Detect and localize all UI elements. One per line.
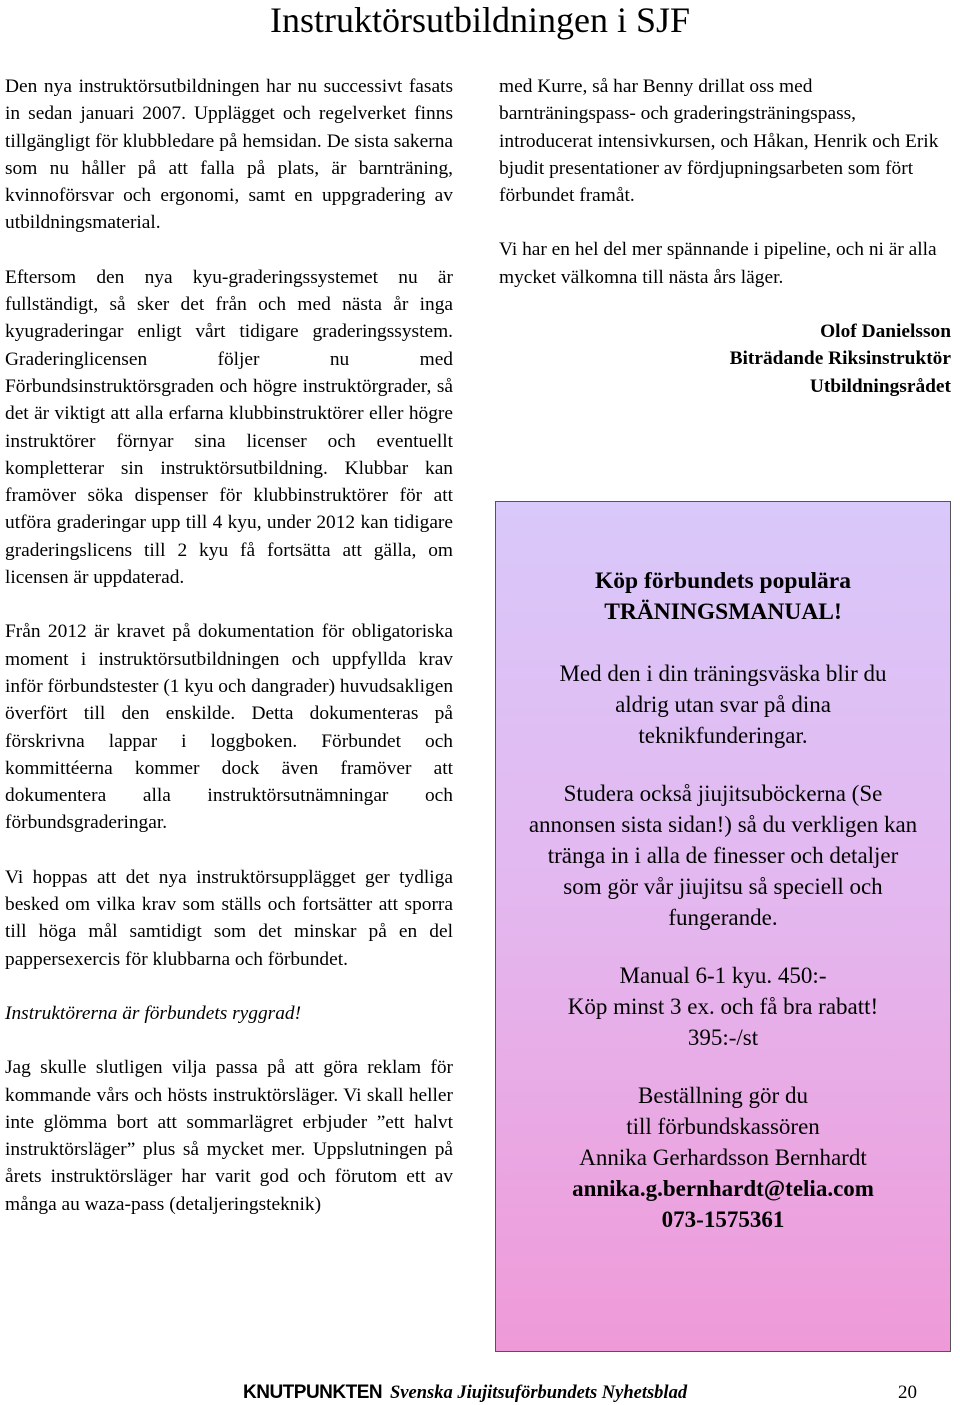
signature-name: Olof Danielsson: [820, 321, 951, 343]
footer-brand: KNUTPUNKTEN: [243, 1382, 383, 1403]
footer-subtitle: Svenska Jiujitsuförbundets Nyhetsblad: [390, 1383, 688, 1403]
signature-org: Utbildningsrådet: [809, 375, 951, 397]
footer: [0, 1381, 960, 1405]
left-column: [5, 73, 453, 1245]
paragraph-camps: Jag skulle slutligen vilja passa på att göra reklam för kommande vårs och hösts instruktörsläger. Vi skall heller inte glömma bort att sommarlägret erbjuder ”ett halvt instruktörsläger” plus så mycket mer. Uppslutningen på årets instruktörsläger har varit god och förutom ett av många au waza-pass (detaljeringsteknik): [5, 1057, 453, 1215]
ad-order-line-2: till förbundskassören: [626, 1114, 820, 1139]
ad-price-line-2: Köp minst 3 ex. och få bra rabatt!: [567, 994, 879, 1019]
paragraph-pipeline: Vi har en hel del mer spännande i pipeline, och ni är alla mycket välkomna till nästa års läger.: [499, 239, 937, 288]
ad-order-line-3: Annika Gerhardsson Bernhardt: [579, 1145, 867, 1170]
ad-phone: 073-1575361: [661, 1207, 785, 1232]
paragraph-grading-system: Eftersom den nya kyu-graderingssystemet nu är fullständigt, så sker det från och med nästa år inga kyugraderingar enligt vårt tidigare graderingssystem. Graderinglicensen följer nu med Förbundsinstruktörsgraden och högre instruktörgrader, så det är viktigt att alla erfarna klubbinstruktörer eller högre instruktörer förnyar sina licenser och eventuellt kompletterar sin instruktörsutbildning. Klubbar kan framöver söka dispenser för klubbinstruktörer för att utföra graderingar upp till 4 kyu, under 2012 kan tidigare graderingslicens till 2 kyu få fortsätta att gälla, om licensen är uppdaterad.: [5, 266, 453, 589]
training-manual-ad: [495, 501, 951, 1352]
page-title: Instruktörsutbildningen i SJF: [269, 0, 691, 40]
paragraph-hope: Vi hoppas att det nya instruktörsupplägget ger tydliga besked om vilka krav som ställs och fortsätter att sporra till höga mål samtidigt som det minskar på en del pappersexercis för klubbarna och förbundet.: [5, 866, 453, 970]
right-column: [499, 73, 951, 400]
paragraph-continuation: med Kurre, så har Benny drillat oss med barnträningspass- och graderingsträningspass, introducerat intensivkursen, och Håkan, Henrik och Erik bjudit presentationer av fördjupningsarbeten som fört förbundet framåt.: [499, 76, 939, 207]
ad-order-line-1: Beställning gör du: [638, 1083, 808, 1108]
ad-text-2: Studera också jiujitsuböckerna (Se annonsen sista sidan!) så du verkligen kan tränga in i alla de finesser och detaljer som gör vår jiujitsu så speciell och fungerande.: [528, 781, 918, 930]
ad-price-line-1: Manual 6-1 kyu. 450:-: [619, 963, 827, 988]
ad-email-link[interactable]: annika.g.bernhardt@telia.com: [572, 1176, 874, 1201]
signature-role: Biträdande Riksinstruktör: [729, 348, 951, 370]
ad-headline: [496, 566, 950, 628]
ad-text-1: Med den i din träningsväska blir du aldrig utan svar på dina teknikfunderingar.: [559, 661, 887, 748]
signature: [499, 318, 951, 400]
ad-headline-line-2: TRÄNINGSMANUAL!: [604, 599, 842, 625]
page-number: 20: [898, 1382, 917, 1403]
ad-price-line-3: 395:-/st: [687, 1025, 759, 1050]
ad-headline-line-1: Köp förbundets populära: [595, 568, 851, 594]
ad-price: [496, 960, 950, 1053]
ad-order: [496, 1080, 950, 1235]
paragraph-intro: Den nya instruktörsutbildningen har nu successivt fasats in sedan januari 2007. Upplägget och regelverket finns tillgängligt för klubbledare på hemsidan. De sista sakerna som nu håller på att falla på plats, är barnträning, kvinnoförsvar och ergonomi, samt en uppgradering av utbildningsmaterial.: [5, 76, 453, 234]
paragraph-backbone: Instruktörerna är förbundets ryggrad!: [5, 1002, 302, 1024]
paragraph-documentation: Från 2012 är kravet på dokumentation för obligatoriska moment i instruktörsutbildningen och uppfyllda krav inför förbundstester (1 kyu och dangrader) huvudsakligen överfört till den enskilde. Detta dokumenteras på förskrivna lappar i loggboken. Förbundet och kommittéerna kommer dock även framöver att dokumentera alla instruktörsutnämningar och förbundsgraderingar.: [5, 621, 454, 834]
